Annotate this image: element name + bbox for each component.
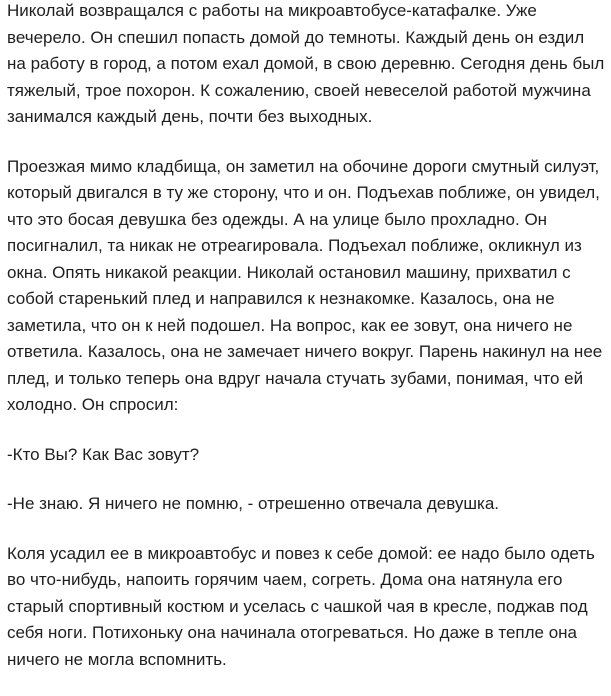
article-body [7,0,607,696]
paragraph-3: -Кто Вы? Как Вас зовут? [7,444,200,464]
paragraph-5: Коля усадил ее в микроавтобус и повез к себе домой: ее надо было одеть во что-нибудь, напоить горячим чаем, согреть. Дома она натянула его старый спортивный костюм и уселась с чашкой чая в кресле, поджав под себя ноги. Потихоньку она начинала отогреваться. Но даже в тепле она ничего не могла вспомнить. [7,543,595,669]
paragraph-2: Проезжая мимо кладбища, он заметил на обочине дороги смутный силуэт, который двигался в ту же сторону, что и он. Подъехав поближе, он увидел, что это босая девушка без одежды. А на улице было прохладно. Он посигналил, та никак не отреагировала. Подъехал поближе, окликнул из окна. Опять никакой реакции. Николай остановил машину, прихватил с собой старенький плед и направился к незнакомке. Казалось, она не заметила, что он к ней подошел. На вопрос, как ее зовут, она ничего не ответила. Казалось, она не замечает ничего вокруг. Парень накинул на нее плед, и только теперь она вдруг начала стучать зубами, понимая, что ей холодно. Он спросил: [7,156,603,414]
paragraph-4: -Не знаю. Я ничего не помню, - отрешенно отвечала девушка. [7,494,500,513]
paragraph-1: Николай возвращался с работы на микроавтобусе-катафалке. Уже вечерело. Он спешил попасть домой до темноты. Каждый день он ездил на работу в город, а потом ехал домой, в свою деревню. Сегодня день был тяжелый, трое похорон. К сожалению, своей невеселой работой мужчина занимался каждый день, почти без выходных. [7,1,605,126]
